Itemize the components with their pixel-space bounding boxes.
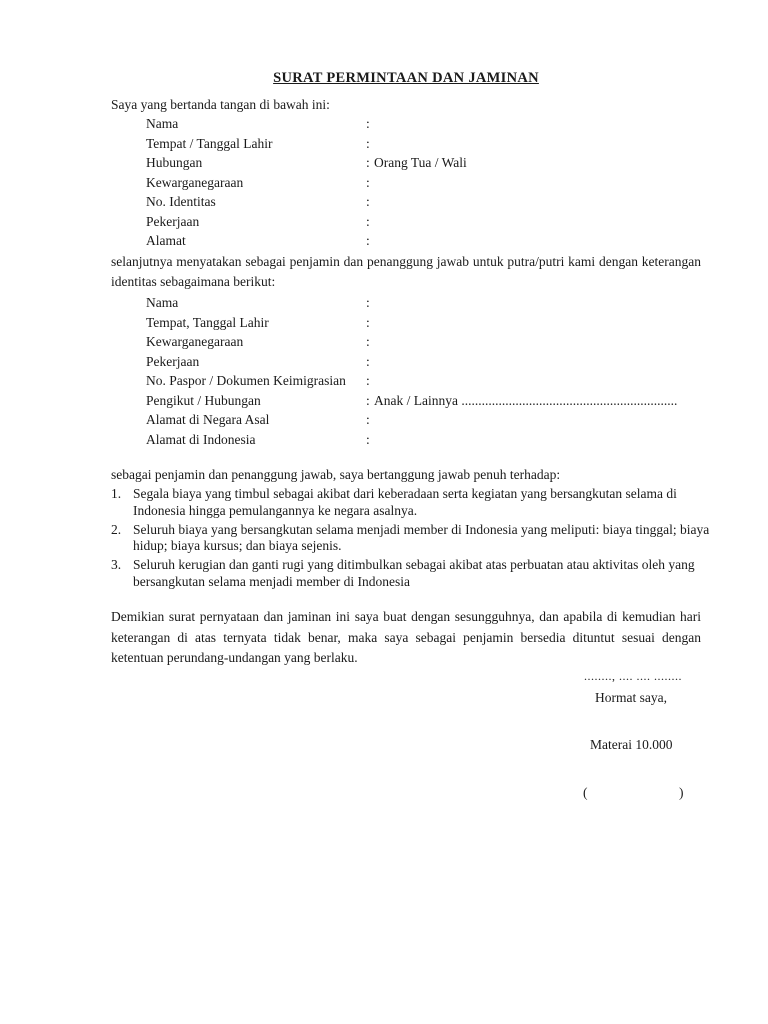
field-label: Pengikut / Hubungan	[146, 392, 261, 408]
list-text: Seluruh kerugian dan ganti rugi yang ditimbulkan sebagai akibat atas perbuatan atau aktivitas oleh yang bersangkutan selama menjadi member di Indonesia	[133, 557, 695, 589]
field-label: Pekerjaan	[146, 353, 200, 369]
signature-paren-open: (	[583, 785, 588, 800]
field-label: Tempat / Tanggal Lahir	[146, 135, 273, 151]
list-text: Seluruh biaya yang bersangkutan selama menjadi member di Indonesia yang meliputi: biaya tinggal; biaya hidup; biaya kursus; dan biaya sejenis.	[133, 521, 710, 553]
field-colon: :	[366, 295, 370, 310]
field-label: No. Paspor / Dokumen Keimigrasian	[146, 373, 346, 388]
field-colon: :	[366, 116, 370, 131]
closing-paragraph: Demikian surat pernyataan dan jaminan ini saya buat dengan sesungguhnya, dan apabila di kemudian hari keterangan di atas ternyata tidak benar, maka saya sebagai penjamin bersedia dituntut sesuai dengan ketentuan perundang-undangan yang berlaku.	[111, 609, 701, 665]
field-label: Nama	[146, 116, 179, 131]
regards-text: Hormat saya,	[595, 690, 667, 705]
responsibility-list	[111, 486, 711, 593]
field-colon: :	[366, 431, 370, 447]
field-colon: :	[366, 213, 370, 229]
field-colon: :	[366, 194, 370, 209]
field-label: No. Identitas	[146, 194, 216, 209]
field-value: Anak / Lainnya ................................................................	[374, 392, 678, 408]
list-item	[111, 557, 711, 590]
statement-paragraph: selanjutnya menyatakan sebagai penjamin dan penanggung jawab untuk putra/putri kami dengan keterangan identitas sebagaimana berikut:	[111, 254, 701, 289]
responsibility-intro: sebagai penjamin dan penanggung jawab, saya bertanggung jawab penuh terhadap:	[111, 467, 561, 482]
field-colon: :	[366, 392, 370, 408]
list-item	[111, 522, 711, 555]
list-number: 3.	[111, 557, 122, 572]
field-colon: :	[366, 155, 370, 170]
list-number: 2.	[111, 521, 122, 537]
field-colon: :	[366, 233, 370, 248]
field-colon: :	[366, 174, 370, 190]
field-label: Alamat di Negara Asal	[146, 412, 270, 427]
field-colon: :	[366, 135, 370, 151]
place-date: ........, .... .... ........	[584, 669, 682, 683]
document-title: SURAT PERMINTAAN DAN JAMINAN	[273, 70, 539, 86]
field-label: Alamat	[146, 233, 186, 248]
field-colon: :	[366, 334, 370, 349]
field-label: Tempat, Tanggal Lahir	[146, 314, 269, 330]
signature-paren-close: )	[679, 785, 684, 800]
field-label: Nama	[146, 295, 179, 310]
list-number: 1.	[111, 486, 122, 501]
field-label: Pekerjaan	[146, 213, 200, 229]
field-colon: :	[366, 412, 370, 427]
field-colon: :	[366, 353, 370, 369]
list-item	[111, 486, 711, 519]
intro-text: Saya yang bertanda tangan di bawah ini:	[111, 97, 330, 112]
list-text: Segala biaya yang timbul sebagai akibat dari keberadaan serta kegiatan yang bersangkutan selama di Indonesia hingga pemulangannya ke negara asalnya.	[133, 486, 677, 518]
field-label: Alamat di Indonesia	[146, 431, 256, 447]
field-colon: :	[366, 314, 370, 330]
stamp-duty-label: Materai 10.000	[590, 737, 673, 752]
field-value: Orang Tua / Wali	[374, 155, 467, 170]
field-label: Hubungan	[146, 155, 203, 170]
field-label: Kewarganegaraan	[146, 334, 244, 349]
field-label: Kewarganegaraan	[146, 174, 244, 190]
field-colon: :	[366, 373, 370, 388]
